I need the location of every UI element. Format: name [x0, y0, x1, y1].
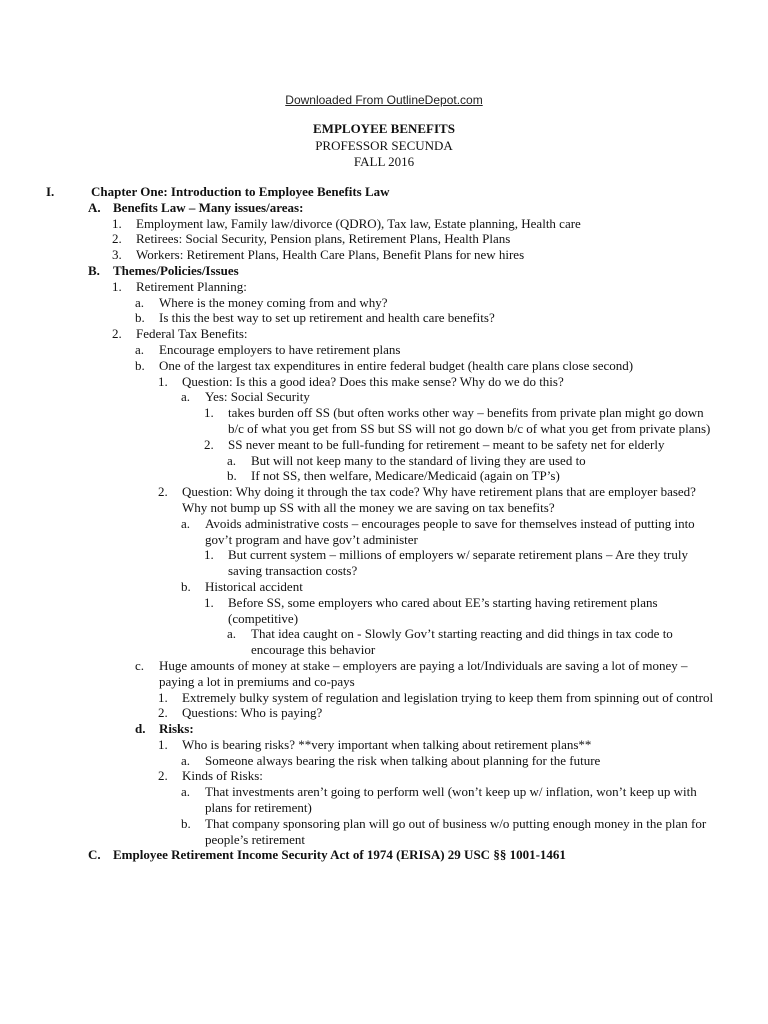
outline-number: 1.: [158, 736, 168, 752]
outline-text: Benefits Law – Many issues/areas:: [113, 199, 304, 215]
outline-item: [0, 753, 768, 769]
outline-number: a.: [135, 294, 145, 310]
outline-item: [0, 342, 768, 358]
outline-number: b.: [227, 468, 237, 484]
outline-text: SS never meant to be full-funding for retirement – meant to be safety net for elderly: [228, 436, 665, 452]
outline-number: I.: [46, 184, 55, 199]
outline-item: [0, 326, 768, 342]
outline-number: a.: [227, 626, 237, 642]
outline-number: b.: [135, 357, 145, 373]
outline-number: 2.: [158, 484, 168, 500]
outline-text: Huge amounts of money at stake – employers are paying a lot/Individuals are saving a lot of money – paying a lot in premiums and co-pays: [159, 657, 688, 689]
outline-text: That company sponsoring plan will go out of business w/o putting enough money in the plan for people’s retirement: [205, 815, 707, 847]
outline-text: Before SS, some employers who cared about EE’s starting having retirement plans (competitive): [228, 594, 658, 626]
outline-number: 1.: [204, 405, 214, 421]
outline-text: Federal Tax Benefits:: [136, 326, 248, 342]
outline-text: Question: Is this a good idea? Does this make sense? Why do we do this?: [182, 373, 564, 389]
outline-number: 2.: [158, 705, 168, 721]
outline-text: That idea caught on - Slowly Gov’t starting reacting and did things in tax code to encourage this behavior: [251, 626, 673, 658]
title-block: [0, 121, 768, 171]
outline-number: 1.: [112, 278, 122, 294]
outline-text: Questions: Who is paying?: [182, 705, 323, 721]
outline-number: 1.: [158, 373, 168, 389]
outline-item: [0, 516, 768, 548]
outline-text: If not SS, then welfare, Medicare/Medicaid (again on TP’s): [251, 468, 560, 484]
outline-number: 2.: [204, 436, 214, 452]
outline-text: Is this the best way to set up retirement and health care benefits?: [159, 310, 495, 326]
outline-number: 1.: [204, 547, 214, 563]
outline-text: Employee Retirement Income Security Act of 1974 (ERISA) 29 USC §§ 1001-1461: [113, 847, 566, 863]
outline-number: a.: [181, 784, 191, 800]
outline-text: Encourage employers to have retirement plans: [159, 341, 401, 357]
outline-text: takes burden off SS (but often works other way – benefits from private plan might go down b/c of what you get from SS but SS will not go down b/c of what you get from private plans): [228, 405, 711, 436]
outline-item: [0, 231, 768, 247]
professor-name: PROFESSOR SECUNDA: [315, 137, 453, 153]
outline-number: b.: [181, 578, 191, 594]
outline-text: Yes: Social Security: [205, 389, 310, 405]
outline-item: [0, 847, 768, 863]
outline-number: 1.: [112, 215, 122, 231]
outline-number: B.: [88, 262, 100, 278]
outline-number: 3.: [112, 247, 122, 263]
outline-item: [0, 279, 768, 295]
outline-text: One of the largest tax expenditures in entire federal budget (health care plans close second): [159, 357, 634, 373]
outline-number: 2.: [112, 326, 122, 342]
outline-item: [0, 547, 768, 579]
outline-text: Retirement Planning:: [136, 278, 247, 294]
outline-number: C.: [88, 847, 101, 863]
outline-item: [0, 200, 768, 216]
outline-number: c.: [135, 657, 145, 673]
outline-number: a.: [181, 515, 191, 531]
outline-text: Where is the money coming from and why?: [159, 294, 388, 310]
outline-text: Risks:: [159, 721, 194, 737]
outline-text: Retirees: Social Security, Pension plans, Retirement Plans, Health Plans: [136, 231, 511, 247]
outline-text: Extremely bulky system of regulation and legislation trying to keep them from spinning out of control: [182, 689, 714, 705]
outline-number: a.: [181, 752, 191, 768]
outline: [0, 184, 768, 863]
outline-item: [0, 468, 768, 484]
outline-item: [0, 216, 768, 232]
outline-item: [0, 358, 768, 374]
outline-number: 1.: [158, 689, 168, 705]
outline-item: [0, 595, 768, 627]
outline-item: [0, 437, 768, 453]
outline-item: [0, 784, 768, 816]
outline-item: [0, 721, 768, 737]
outline-item: [0, 295, 768, 311]
outline-item: [0, 579, 768, 595]
outline-item: [0, 484, 768, 516]
outline-text: Someone always bearing the risk when talking about planning for the future: [205, 752, 601, 768]
outline-item: [0, 263, 768, 279]
outline-text: But current system – millions of employers w/ separate retirement plans – Are they truly saving transaction costs?: [228, 547, 688, 579]
outline-number: a.: [135, 341, 145, 357]
outline-number: 1.: [204, 594, 214, 610]
outline-item: [0, 768, 768, 784]
outline-item: [0, 658, 768, 690]
term: FALL 2016: [353, 154, 415, 169]
outline-text: Avoids administrative costs – encourages people to save for themselves instead of putting into gov’t program and have gov’t administer: [205, 515, 695, 547]
outline-text: Chapter One: Introduction to Employee Benefits Law: [91, 184, 390, 199]
outline-item: [0, 690, 768, 706]
outline-text: Themes/Policies/Issues: [113, 262, 239, 278]
outline-number: b.: [135, 310, 145, 326]
outline-item: [0, 184, 768, 200]
outline-number: A.: [88, 199, 101, 215]
outline-item: [0, 705, 768, 721]
outline-item: [0, 389, 768, 405]
document-title: EMPLOYEE BENEFITS: [313, 121, 455, 136]
outline-number: a.: [227, 452, 237, 468]
outline-text: Kinds of Risks:: [182, 768, 263, 784]
outline-item: [0, 626, 768, 658]
outline-item: [0, 453, 768, 469]
outline-item: [0, 737, 768, 753]
outline-text: Historical accident: [205, 578, 303, 594]
outline-number: b.: [181, 815, 191, 831]
outline-item: [0, 310, 768, 326]
outline-number: d.: [135, 721, 146, 737]
outline-text: But will not keep many to the standard of living they are used to: [251, 452, 586, 468]
outline-text: Employment law, Family law/divorce (QDRO), Tax law, Estate planning, Health care: [136, 215, 581, 231]
outline-number: 2.: [112, 231, 122, 247]
outline-item: [0, 374, 768, 390]
outline-item: [0, 816, 768, 848]
source-link[interactable]: Downloaded From OutlineDepot.com: [285, 93, 483, 107]
outline-number: 2.: [158, 768, 168, 784]
outline-text: Question: Why doing it through the tax code? Why have retirement plans that are employer based? Why not bump up SS with all the money we are saving on tax benefits?: [182, 484, 696, 515]
outline-number: a.: [181, 389, 191, 405]
outline-text: Who is bearing risks? **very important when talking about retirement plans**: [182, 736, 592, 752]
outline-item: [0, 405, 768, 437]
outline-item: [0, 247, 768, 263]
outline-text: That investments aren’t going to perform well (won’t keep up w/ inflation, won’t keep up with plans for retirement): [205, 784, 697, 816]
outline-text: Workers: Retirement Plans, Health Care Plans, Benefit Plans for new hires: [136, 247, 525, 263]
